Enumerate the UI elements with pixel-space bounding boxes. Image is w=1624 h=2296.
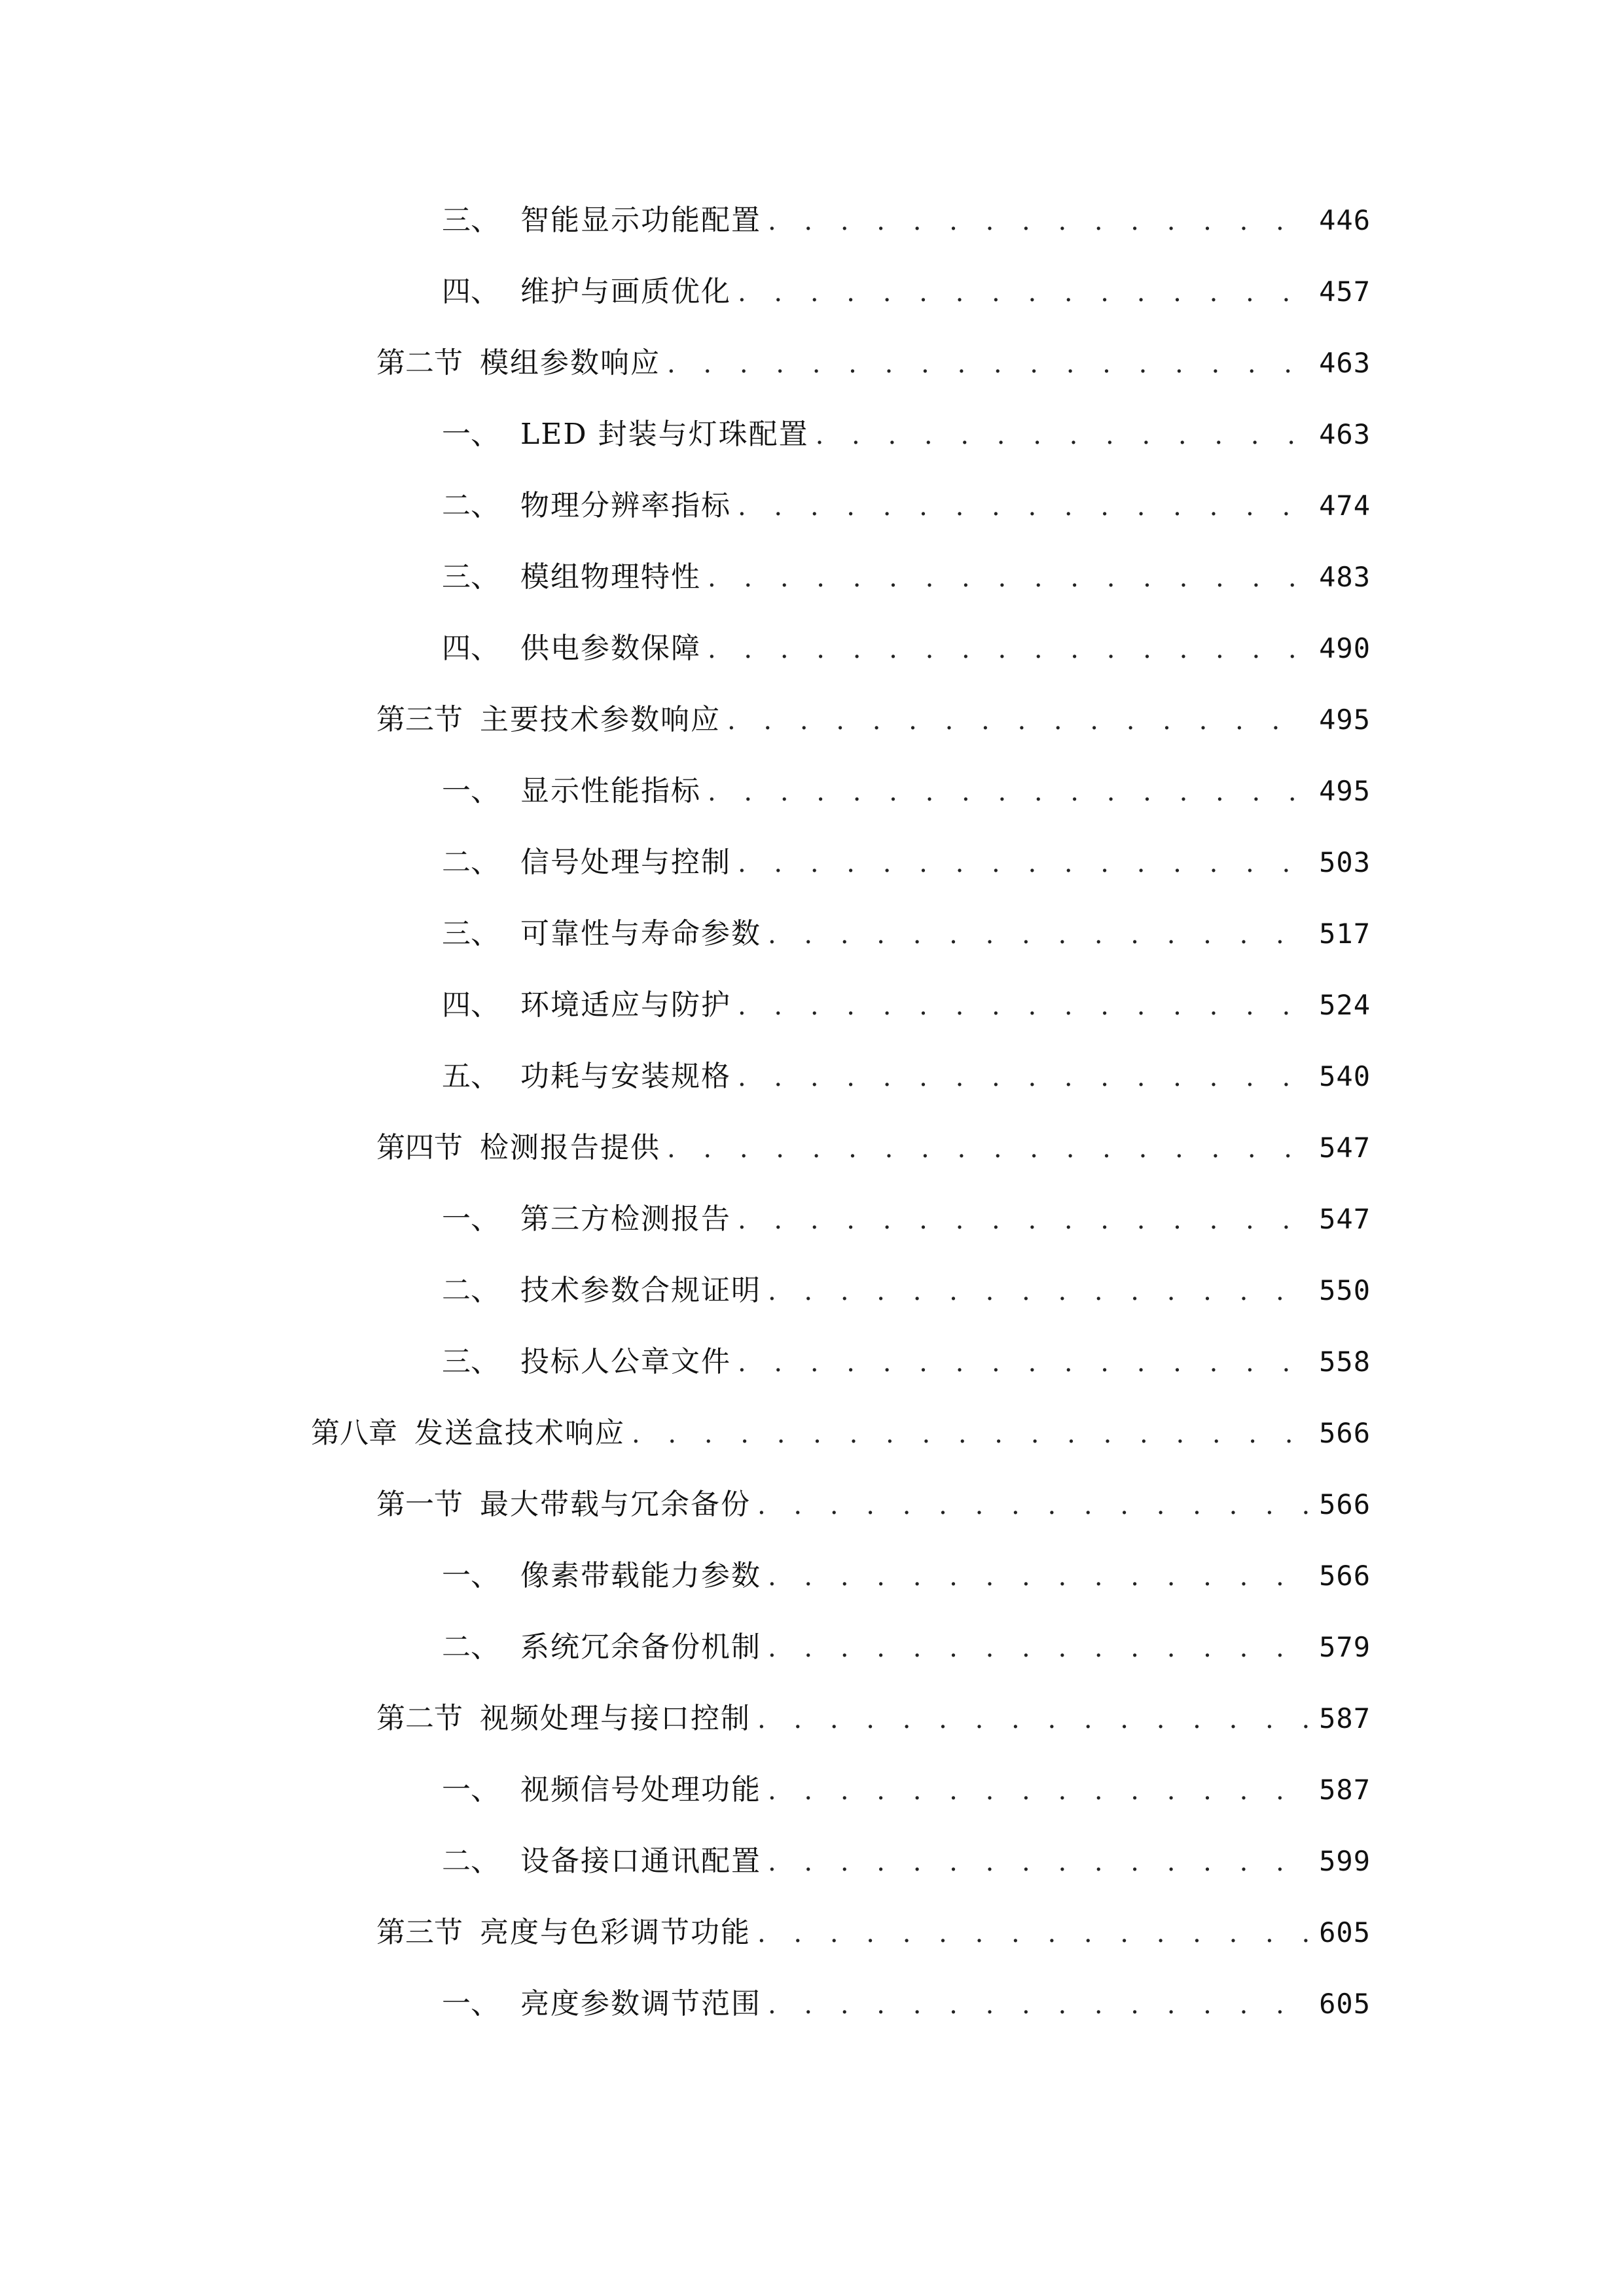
toc-entry[interactable] <box>376 337 1371 389</box>
entry-title: 系统冗余备份机制 <box>520 1630 761 1664</box>
dot-leader <box>738 1336 1310 1389</box>
entry-number: 二、 <box>442 1274 499 1307</box>
dot-leader <box>727 694 1310 747</box>
entry-number: 第四节 <box>376 1131 463 1164</box>
entry-title: 环境适应与防护 <box>520 988 731 1022</box>
entry-number: 四、 <box>442 275 499 308</box>
dot-leader <box>757 1907 1310 1960</box>
entry-title: 信号处理与控制 <box>520 846 731 879</box>
dot-leader <box>768 1622 1310 1674</box>
entry-number: 一、 <box>442 418 499 451</box>
entry-number: 二、 <box>442 1630 499 1664</box>
dot-leader <box>768 1979 1310 2031</box>
dot-leader <box>708 766 1310 818</box>
entry-number: 二、 <box>442 489 499 522</box>
entry-title: 发送盒技术响应 <box>414 1416 625 1450</box>
toc-entry[interactable] <box>442 1336 1371 1388</box>
toc-entry[interactable] <box>442 1621 1371 1674</box>
entry-page-number: 605 <box>1319 1988 1371 2020</box>
entry-page-number: 483 <box>1319 561 1371 593</box>
entry-page-number: 605 <box>1319 1916 1371 1948</box>
entry-page-number: 566 <box>1319 1488 1371 1520</box>
entry-title: 第三方检测报告 <box>520 1202 731 1236</box>
dot-leader <box>757 1479 1310 1532</box>
entry-title: LED 封装与灯珠配置 <box>520 418 809 451</box>
dot-leader <box>708 623 1310 675</box>
entry-title: 主要技术参数响应 <box>480 703 721 736</box>
entry-title: 可靠性与寿命参数 <box>520 917 761 950</box>
toc-entry[interactable] <box>376 1907 1371 1959</box>
entry-page-number: 490 <box>1319 632 1371 664</box>
toc-entry[interactable] <box>442 1835 1371 1888</box>
toc-entry[interactable] <box>442 908 1371 960</box>
entry-page-number: 599 <box>1319 1845 1371 1877</box>
entry-number: 一、 <box>442 1202 499 1236</box>
entry-number: 第二节 <box>376 1702 463 1735</box>
entry-number: 一、 <box>442 774 499 808</box>
dot-leader <box>708 552 1310 604</box>
entry-number: 第三节 <box>376 703 463 736</box>
entry-title: 显示性能指标 <box>520 774 701 808</box>
entry-title: 供电参数保障 <box>520 632 701 665</box>
dot-leader <box>738 1051 1310 1103</box>
entry-title: 视频信号处理功能 <box>520 1773 761 1806</box>
entry-page-number: 457 <box>1319 276 1371 308</box>
entry-title: 智能显示功能配置 <box>520 204 761 237</box>
entry-page-number: 503 <box>1319 846 1371 878</box>
entry-page-number: 558 <box>1319 1346 1371 1378</box>
entry-page-number: 587 <box>1319 1774 1371 1806</box>
entry-title: 维护与画质优化 <box>520 275 731 308</box>
dot-leader <box>738 480 1310 533</box>
toc-entry[interactable] <box>442 1764 1371 1816</box>
dot-leader <box>768 1551 1310 1603</box>
toc-entry[interactable] <box>442 1265 1371 1317</box>
entry-title: 像素带载能力参数 <box>520 1559 761 1592</box>
toc-entry[interactable] <box>376 1693 1371 1745</box>
dot-leader <box>768 1765 1310 1817</box>
entry-page-number: 540 <box>1319 1060 1371 1092</box>
entry-page-number: 566 <box>1319 1417 1371 1449</box>
entry-page-number: 495 <box>1319 704 1371 736</box>
entry-page-number: 495 <box>1319 775 1371 807</box>
dot-leader <box>768 195 1310 247</box>
entry-title: 设备接口通讯配置 <box>520 1844 761 1878</box>
entry-number: 第三节 <box>376 1916 463 1949</box>
dot-leader <box>667 338 1310 390</box>
entry-number: 第一节 <box>376 1488 463 1521</box>
entry-title: 模组物理特性 <box>520 560 701 594</box>
toc-entry[interactable] <box>376 1122 1371 1174</box>
toc-entry[interactable] <box>442 194 1371 247</box>
entry-title: 模组参数响应 <box>480 346 660 380</box>
entry-title: 检测报告提供 <box>480 1131 660 1164</box>
entry-title: 最大带载与冗余备份 <box>480 1488 751 1521</box>
entry-page-number: 579 <box>1319 1631 1371 1663</box>
entry-number: 二、 <box>442 846 499 879</box>
entry-number: 三、 <box>442 917 499 950</box>
toc-entry[interactable] <box>442 836 1371 889</box>
entry-number: 第二节 <box>376 346 463 380</box>
dot-leader <box>667 1122 1310 1175</box>
toc-entry[interactable] <box>442 1050 1371 1103</box>
dot-leader <box>768 1836 1310 1888</box>
entry-title: 投标人公章文件 <box>520 1345 731 1378</box>
toc-entry[interactable] <box>376 1479 1371 1531</box>
entry-page-number: 463 <box>1319 347 1371 379</box>
entry-number: 四、 <box>442 988 499 1022</box>
dot-leader <box>738 266 1310 319</box>
toc-entry[interactable] <box>442 480 1371 532</box>
entry-page-number: 550 <box>1319 1274 1371 1306</box>
toc-entry[interactable] <box>442 622 1371 675</box>
entry-number: 三、 <box>442 560 499 594</box>
entry-title: 亮度与色彩调节功能 <box>480 1916 751 1949</box>
entry-title: 技术参数合规证明 <box>520 1274 761 1307</box>
entry-page-number: 474 <box>1319 490 1371 522</box>
entry-page-number: 463 <box>1319 418 1371 450</box>
toc-entry[interactable] <box>442 551 1371 603</box>
entry-number: 一、 <box>442 1987 499 2020</box>
dot-leader <box>768 908 1310 961</box>
entry-number: 四、 <box>442 632 499 665</box>
entry-page-number: 517 <box>1319 918 1371 950</box>
entry-page-number: 587 <box>1319 1702 1371 1734</box>
entry-page-number: 566 <box>1319 1560 1371 1592</box>
toc-entry[interactable] <box>442 1193 1371 1246</box>
entry-page-number: 547 <box>1319 1203 1371 1235</box>
toc-entry[interactable] <box>442 266 1371 318</box>
entry-page-number: 524 <box>1319 989 1371 1021</box>
entry-title: 亮度参数调节范围 <box>520 1987 761 2020</box>
toc-entry[interactable] <box>442 408 1371 461</box>
entry-number: 三、 <box>442 1345 499 1378</box>
dot-leader <box>632 1408 1310 1460</box>
entry-page-number: 547 <box>1319 1132 1371 1164</box>
entry-number: 一、 <box>442 1773 499 1806</box>
entry-page-number: 446 <box>1319 204 1371 236</box>
entry-title: 视频处理与接口控制 <box>480 1702 751 1735</box>
toc-entry[interactable] <box>442 1550 1371 1602</box>
entry-number: 五、 <box>442 1060 499 1093</box>
toc-entry[interactable] <box>442 765 1371 817</box>
toc-entry[interactable] <box>376 694 1371 746</box>
dot-leader <box>738 837 1310 889</box>
dot-leader <box>768 1265 1310 1318</box>
entry-number: 第八章 <box>311 1416 397 1450</box>
entry-title: 功耗与安装规格 <box>520 1060 731 1093</box>
toc-entry[interactable] <box>442 979 1371 1031</box>
entry-number: 一、 <box>442 1559 499 1592</box>
dot-leader <box>757 1693 1310 1746</box>
entry-number: 三、 <box>442 204 499 237</box>
toc-entry[interactable] <box>311 1407 1371 1460</box>
entry-title: 物理分辨率指标 <box>520 489 731 522</box>
dot-leader <box>738 1194 1310 1246</box>
entry-number: 二、 <box>442 1844 499 1878</box>
dot-leader <box>816 409 1310 461</box>
dot-leader <box>738 980 1310 1032</box>
toc-entry[interactable] <box>442 1978 1371 2030</box>
